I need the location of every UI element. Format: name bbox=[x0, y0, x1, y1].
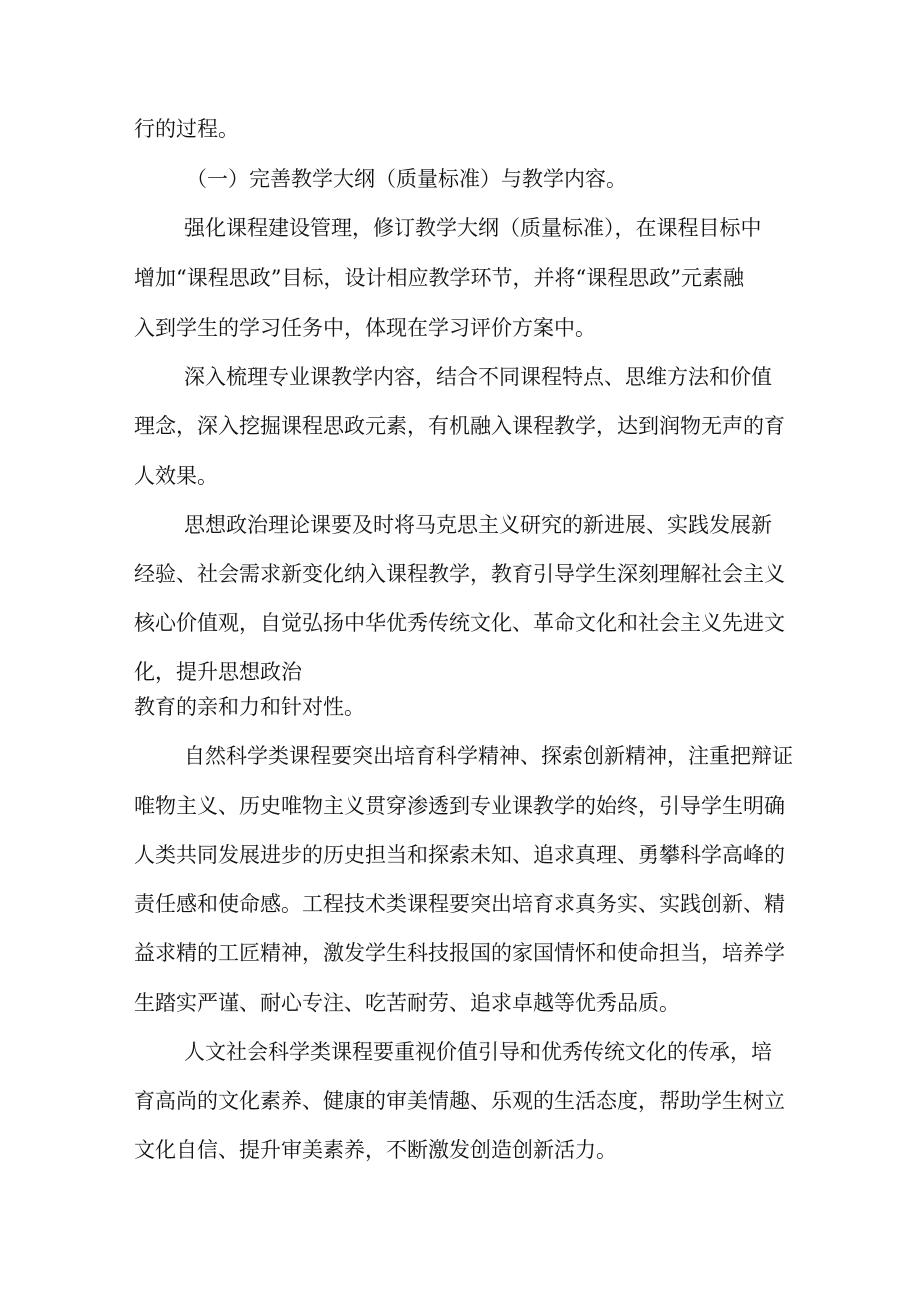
text-line: 文化自信、提升审美素养，不断激发创造创新活力。 bbox=[134, 1138, 617, 1162]
text-line: 思想政治理论课要及时将马克思主义研究的新进展、实践发展新 bbox=[184, 513, 772, 537]
text-line: 行的过程。 bbox=[134, 117, 239, 141]
text-line: 化，提升思想政治 bbox=[134, 660, 302, 684]
text-line: 唯物主义、历史唯物主义贯穿渗透到专业课教学的始终，引导学生明确 bbox=[134, 794, 785, 818]
text-line: 益求精的工匠精神，激发学生科技报国的家国情怀和使命担当，培养学 bbox=[134, 941, 785, 965]
text-line: 生踏实严谨、耐心专注、吃苦耐劳、追求卓越等优秀品质。 bbox=[134, 991, 680, 1015]
text-line: 增加“课程思政”目标，设计相应教学环节，并将“课程思政”元素融 bbox=[134, 266, 744, 290]
text-line: 深入梳理专业课教学内容，结合不同课程特点、思维方法和价值 bbox=[184, 365, 772, 389]
text-line: 人文社会科学类课程要重视价值引导和优秀传统文化的传承，培 bbox=[184, 1040, 772, 1064]
text-line: 育高尚的文化素养、健康的审美情趣、乐观的生活态度，帮助学生树立 bbox=[134, 1089, 785, 1113]
text-line: 人类共同发展进步的历史担当和探索未知、追求真理、勇攀科学高峰的 bbox=[134, 843, 785, 867]
text-line: 经验、社会需求新变化纳入课程教学，教育引导学生深刻理解社会主义 bbox=[134, 562, 785, 586]
text-line: 责任感和使命感。工程技术类课程要突出培育求真务实、实践创新、精 bbox=[134, 892, 785, 916]
text-line: 核心价值观，自觉弘扬中华优秀传统文化、革命文化和社会主义先进文 bbox=[134, 611, 785, 635]
text-line: 自然科学类课程要突出培育科学精神、探索创新精神，注重把辩证 bbox=[184, 744, 793, 768]
text-line: 强化课程建设管理，修订教学大纲（质量标准），在课程目标中 bbox=[184, 216, 762, 240]
text-line: 教育的亲和力和针对性。 bbox=[134, 695, 365, 719]
section-heading: （一）完善教学大纲（质量标准）与教学内容。 bbox=[186, 167, 627, 191]
text-line: 理念，深入挖掘课程思政元素，有机融入课程教学，达到润物无声的育 bbox=[134, 414, 785, 438]
text-line: 人效果。 bbox=[134, 464, 218, 488]
text-line: 入到学生的学习任务中，体现在学习评价方案中。 bbox=[134, 316, 596, 340]
